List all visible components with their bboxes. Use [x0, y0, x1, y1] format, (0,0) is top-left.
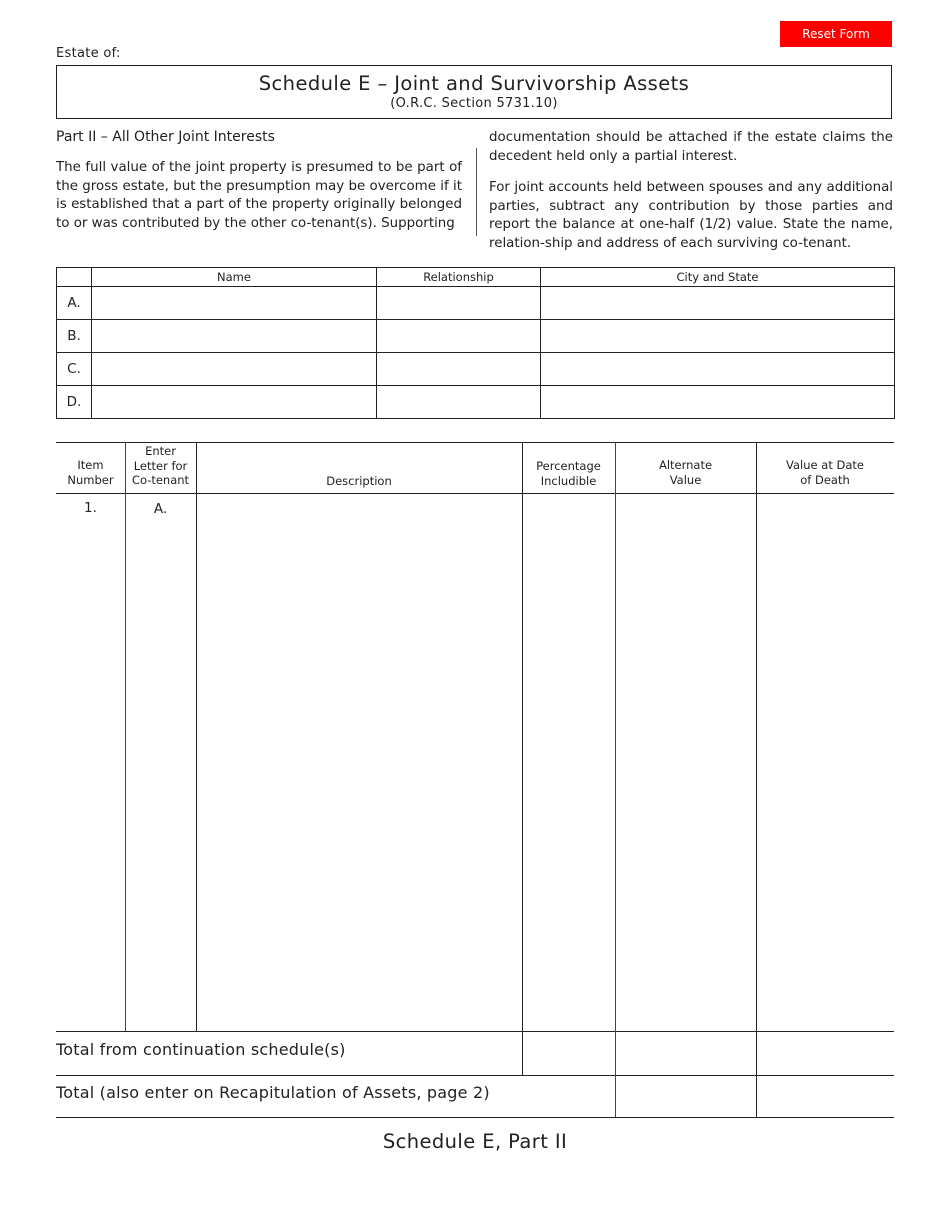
recap-value-death-field[interactable] — [757, 1077, 893, 1116]
cotenant-relationship-field[interactable] — [377, 353, 541, 386]
cotenant-header-relationship: Relationship — [377, 268, 541, 287]
total-continuation-label: Total from continuation schedule(s) — [56, 1040, 346, 1059]
percentage-field[interactable] — [523, 495, 614, 1030]
cotenant-relationship-field[interactable] — [377, 287, 541, 320]
footer-title: Schedule E, Part II — [382, 1130, 568, 1153]
page-subtitle: (O.R.C. Section 5731.10) — [390, 96, 558, 111]
continuation-bottom-rule — [56, 1075, 894, 1076]
cotenant-header-name: Name — [92, 268, 377, 287]
header-percentage-text: Percentage Includible — [536, 459, 601, 488]
cotenant-header-blank — [57, 268, 92, 287]
header-percentage — [522, 459, 615, 488]
recap-alternate-field[interactable] — [616, 1077, 755, 1116]
continuation-percentage-field[interactable] — [523, 1033, 614, 1074]
header-item-number — [56, 458, 125, 487]
cotenant-city-state-field[interactable] — [541, 386, 895, 419]
items-body-bottom-rule — [56, 1031, 894, 1032]
cotenant-table — [56, 267, 895, 419]
value-death-field[interactable] — [757, 495, 893, 1030]
cotenant-row — [57, 386, 895, 419]
cotenant-city-state-field[interactable] — [541, 353, 895, 386]
header-description-text: Description — [326, 474, 392, 488]
items-header-rule — [56, 493, 894, 494]
header-value-death — [756, 458, 894, 487]
items-table — [56, 442, 894, 1118]
header-enter-letter — [125, 444, 196, 488]
column-divider — [476, 148, 477, 236]
instructions-right-2: For joint accounts held between spouses and any additional parties, subtract any contribution by those parties and report the balance at one-half (1/2) value. State the name, relation-ship and address of each surviving co-tenant. — [489, 180, 893, 251]
item-letter-1: A. — [153, 501, 168, 517]
header-enter-letter-text: Enter Letter for Co-tenant — [131, 444, 190, 487]
alternate-value-field[interactable] — [616, 495, 755, 1030]
total-recap-label: Total (also enter on Recapitulation of Assets, page 2) — [56, 1083, 490, 1102]
cotenant-header-row — [57, 268, 895, 287]
header-description — [196, 474, 522, 489]
cotenant-header-city-state: City and State — [541, 268, 895, 287]
continuation-alternate-field[interactable] — [616, 1033, 755, 1074]
cotenant-name-field[interactable] — [92, 386, 377, 419]
instructions-right-1: documentation should be attached if the estate claims the decedent held only a partial interest. — [489, 130, 893, 164]
cotenant-relationship-field[interactable] — [377, 320, 541, 353]
page-title: Schedule E – Joint and Survivorship Assets — [258, 72, 690, 95]
cotenant-city-state-field[interactable] — [541, 287, 895, 320]
cotenant-name-field[interactable] — [92, 320, 377, 353]
header-alternate-value — [615, 458, 756, 487]
recap-bottom-rule — [56, 1117, 894, 1118]
cotenant-name-field[interactable] — [92, 287, 377, 320]
header-value-death-text: Value at Date of Death — [786, 458, 864, 487]
item-number-1: 1. — [84, 500, 97, 516]
cotenant-letter: B. — [57, 320, 92, 353]
cotenant-letter: A. — [57, 287, 92, 320]
header-item-number-text: Item Number — [67, 458, 114, 487]
col-rule-item — [125, 442, 126, 1031]
cotenant-name-field[interactable] — [92, 353, 377, 386]
cotenant-relationship-field[interactable] — [377, 386, 541, 419]
instructions-left: The full value of the joint property is presumed to be part of the gross estate, but the presumption may be overcome if it is established that a part of the property originally belonged to or was contributed by the other co-tenant(s). Supporting — [56, 160, 462, 231]
description-field[interactable] — [197, 495, 521, 1030]
cotenant-row — [57, 287, 895, 320]
header-alternate-value-text: Alternate Value — [658, 458, 713, 487]
title-box — [56, 65, 892, 119]
cotenant-row — [57, 353, 895, 386]
cotenant-letter: C. — [57, 353, 92, 386]
cotenant-letter: D. — [57, 386, 92, 419]
reset-form-button[interactable]: Reset Form — [780, 21, 892, 47]
cotenant-city-state-field[interactable] — [541, 320, 895, 353]
items-top-rule — [56, 442, 894, 443]
part-heading: Part II – All Other Joint Interests — [56, 129, 275, 145]
estate-of-label: Estate of: — [56, 46, 121, 61]
cotenant-row — [57, 320, 895, 353]
continuation-value-death-field[interactable] — [757, 1033, 893, 1074]
